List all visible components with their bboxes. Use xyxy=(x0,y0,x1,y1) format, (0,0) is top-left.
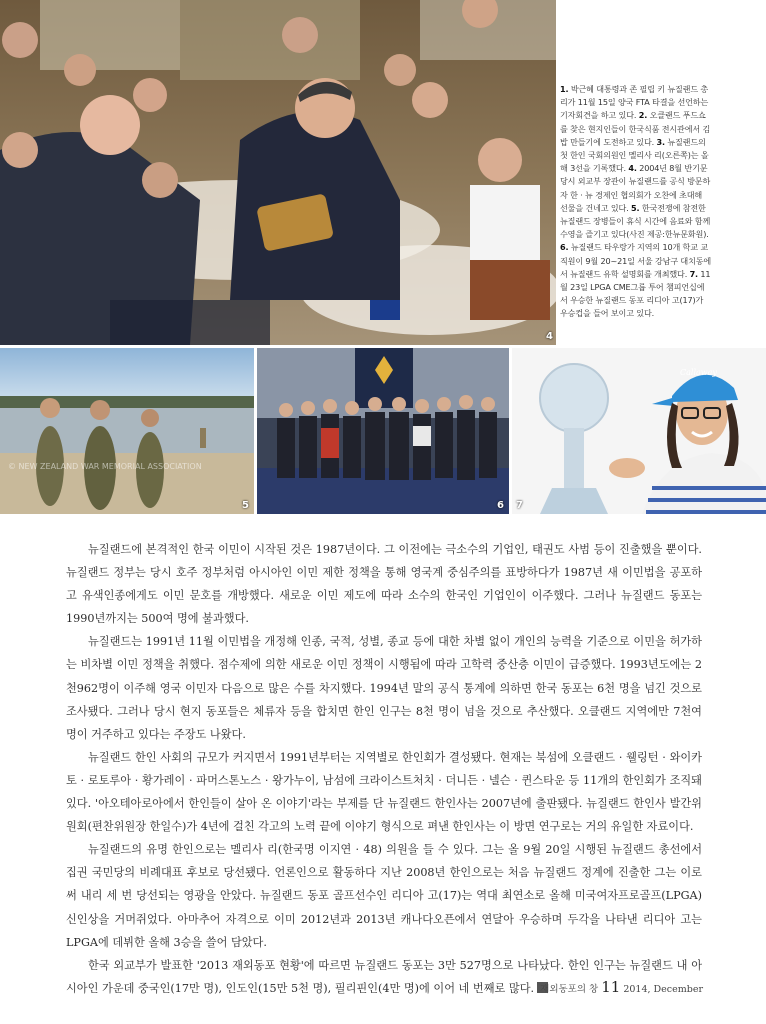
paragraph-1: 뉴질랜드에 본격적인 한국 이민이 시작된 것은 1987년이다. 그 이전에는 극소수의 기업인, 태권도 사범 등이 진출했을 뿐이다. 뉴질랜드 정부는 당시 호주 정부처럼 아시아인 이민 제한 정책을 통해 영국계 중심주의를 표방하다가 1987년 새 이민법을 공포하고 유색인종에게도 이민 문호를 개방했다. 새로운 이민 제도에 따라 소수의 한국인 기업인이 이주했다. 그러나 뉴질랜드 동포는 1990년까지는 500여 명에 불과했다. xyxy=(66,543,702,626)
photo-lydia-ko-trophy xyxy=(512,348,766,514)
footer-publication-title: 재외동포의 창 xyxy=(540,984,599,995)
photo-number-7: 7 xyxy=(516,500,523,511)
photo-captions xyxy=(560,83,712,321)
page-footer xyxy=(540,978,703,996)
photo-watermark: © NEW ZEALAND WAR MEMORIAL ASSOCIATION xyxy=(8,462,202,471)
caption-item-6: 6. 뉴질랜드 타우랑가 지역의 10개 학교 교직원이 9월 20~21일 서울 강남구 대치동에서 뉴질랜드 유학 설명회를 개최했다. xyxy=(560,242,712,279)
caption-item-2: 2. 오클랜드 푸드쇼를 찾은 현지인들이 한국식품 전시관에서 김밥 만들기에 도전하고 있다. xyxy=(560,110,711,147)
caption-item-3: 3. 뉴질랜드의 첫 한인 국회의원인 멜리사 리(오른쪽)는 올해 3선을 기록했다. xyxy=(560,136,709,174)
cap-brand-logo: Callaway xyxy=(680,368,717,377)
caption-item-5: 5. 한국전쟁에 참전한 뉴질랜드 장병들이 휴식 시간에 음료와 함께 수영을 즐기고 있다(사진 제공:한뉴문화원). xyxy=(560,202,711,240)
photo-number-6: 6 xyxy=(497,500,504,511)
caption-item-7: 7. 11월 23일 LPGA CME그룹 투어 챔피언십에서 우승한 뉴질랜드 동포 리디아 고(17)가 우승컵을 들어 보이고 있다. xyxy=(560,268,711,319)
photo-korean-war-soldiers xyxy=(0,348,254,514)
footer-date: 2014, December xyxy=(623,984,703,995)
paragraph-4: 뉴질랜드의 유명 한인으로는 멜리사 리(한국명 이지연 · 48) 의원을 들 수 있다. 그는 올 9월 20일 시행된 뉴질랜드 총선에서 집권 국민당의 비례대표 후보로 당선됐다. 언론인으로 활동하다 지난 2008년 한인으로는 처음 뉴질랜드 정계에 진출한 그는 이로써 내리 세 번 당선되는 영광을 안았다. 뉴질랜드 동포 골프선수인 리디아 고(17)는 역대 최연소로 올해 미국여자프로골프(LPGA) 신인상을 거머쥐었다. 아마추어 자격으로 이미 2012년과 2013년 캐나다오픈에서 연달아 우승하며 두각을 나타낸 리디아 고는 LPGA에 데뷔한 올해 3승을 쓸어 담았다. xyxy=(66,843,702,949)
page-number: 11 xyxy=(601,978,621,996)
caption-item-4: 4. 2004년 8월 반기문 당시 외교부 장관이 뉴질랜드를 공식 방문하자 한 · 뉴 경제인 협의회가 오찬에 초대해 선물을 건네고 있다. xyxy=(560,163,711,213)
photo-ban-kimoon-luncheon xyxy=(0,0,556,345)
photo-education-fair-group xyxy=(257,348,509,514)
paragraph-5-text: 한국 외교부가 발표한 '2013 재외동포 현황'에 따르면 뉴질랜드 동포는 3만 527명으로 나타났다. 한인 인구는 뉴질랜드 내 아시아인 가운데 중국인(17만 명), 인도인(15만 5천 명), 필리핀인(4만 명)에 이어 네 번째로 많다. xyxy=(66,958,702,995)
article-body xyxy=(66,538,702,1000)
photo-number-4: 4 xyxy=(546,331,553,342)
caption-item-1: 1. 박근혜 대통령과 존 필립 키 뉴질랜드 총리가 11월 15일 양국 FTA 타결을 선언하는 기자회견을 하고 있다. xyxy=(560,84,709,121)
photo-number-5: 5 xyxy=(242,500,249,511)
paragraph-2: 뉴질랜드는 1991년 11월 이민법을 개정해 인종, 국적, 성별, 종교 등에 대한 차별 없이 개인의 능력을 기준으로 이민을 허가하는 비차별 이민 정책을 취했다. 점수제에 의한 새로운 이민 정책이 시행됨에 따라 고학력 중산층 이민이 급증했다. 1993년도에는 2천962명이 이주해 영국 이민자 다음으로 많은 수를 차지했다. 1994년 말의 공식 통계에 의하면 한국 동포는 6천 명을 넘긴 것으로 조사됐다. 그러나 당시 현지 동포들은 체류자 등을 합치면 한인 인구는 8천 명이 넘을 것으로 추산했다. 오클랜드 지역에만 7천여 명이 거주하고 있다는 주장도 나왔다. xyxy=(66,635,702,741)
paragraph-3: 뉴질랜드 한인 사회의 규모가 커지면서 1991년부터는 지역별로 한인회가 결성됐다. 현재는 북섬에 오클랜드 · 웰링턴 · 와이카토 · 로토루아 · 황가레이 · 파머스톤노스 · 왕가누이, 남섬에 크라이스트처치 · 더니든 · 넬슨 · 퀸스타운 등 11개의 한인회가 조직돼 있다. '아오테아로아에서 한인들이 살아 온 이야기'라는 부제를 단 뉴질랜드 한인사는 2007년에 출판됐다. 뉴질랜드 한인사 발간위원회(편찬위원장 한일수)가 4년에 걸친 각고의 노력 끝에 이야기 형식으로 펴낸 한인사는 이 방면 연구로는 거의 유일한 자료이다. xyxy=(66,750,702,834)
